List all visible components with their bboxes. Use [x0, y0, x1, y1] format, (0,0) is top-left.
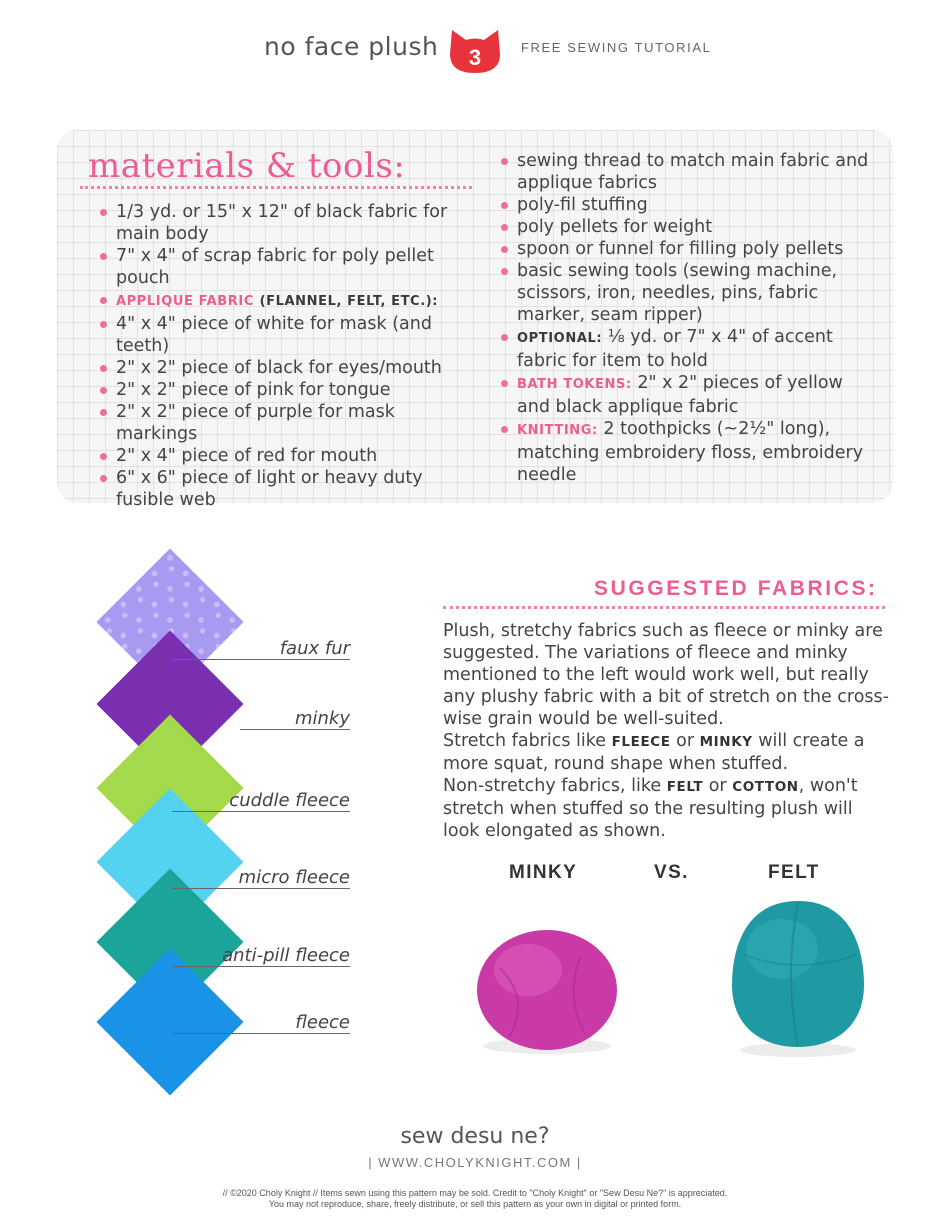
dotted-divider [80, 186, 472, 189]
felt-ball-photo [724, 895, 872, 1060]
brand-name: sew desu ne? [400, 1124, 550, 1149]
list-item: OPTIONAL: ⅛ yd. or 7" x 4" of accent fabric for item to hold [499, 326, 874, 372]
list-item: 2" x 2" piece of pink for tongue [98, 379, 458, 401]
list-item: 7" x 4" of scrap fabric for poly pellet pouch [98, 245, 458, 289]
felt-label: FELT [768, 862, 820, 883]
label-leader-line [172, 888, 350, 889]
suggested-fabrics-text [443, 620, 893, 842]
legal-notice: // ©2020 Choly Knight // Items sewn using this pattern may be sold. Credit to "Choly Knight" or "Sew Desu Ne?" is appreciated. You may not reproduce, share, freely distribute, or sell this pattern as your own in digital or printed form. [222, 1188, 728, 1209]
materials-list-right [499, 150, 874, 486]
list-item: 1/3 yd. or 15" x 12" of black fabric for main body [98, 201, 458, 245]
fabric-label: fleece [295, 1012, 350, 1033]
list-item: sewing thread to match main fabric and applique fabrics [499, 150, 874, 194]
fabric-label: faux fur [279, 638, 350, 659]
label-leader-line [240, 729, 350, 730]
list-item: basic sewing tools (sewing machine, scissors, iron, needles, pins, fabric marker, seam ripper) [499, 260, 874, 326]
website-link[interactable]: | WWW.CHOLYKNIGHT.COM | [368, 1155, 582, 1170]
document-subtitle: FREE SEWING TUTORIAL [521, 40, 712, 55]
dotted-divider [443, 606, 885, 609]
page-number-badge [446, 26, 504, 76]
label-leader-line [172, 811, 350, 812]
label-leader-line [172, 659, 350, 660]
list-item: APPLIQUE FABRIC (FLANNEL, FELT, ETC.): [98, 289, 458, 313]
paragraph: Stretch fabrics like FLEECE or MINKY will create a more squat, round shape when stuffed. [443, 731, 865, 774]
label-leader-line [172, 966, 350, 967]
cat-head-icon [446, 26, 504, 76]
fabric-label: anti-pill fleece [222, 945, 350, 966]
materials-heading: materials & tools: [88, 146, 406, 186]
list-item: spoon or funnel for filling poly pellets [499, 238, 874, 260]
suggested-fabrics-heading: SUGGESTED FABRICS: [594, 577, 878, 600]
list-item: 4" x 4" piece of white for mask (and teeth) [98, 313, 458, 357]
fabric-label: micro fleece [238, 867, 350, 888]
materials-list-left [98, 201, 458, 511]
list-item: 2" x 2" piece of black for eyes/mouth [98, 357, 458, 379]
label-leader-line [172, 1033, 350, 1034]
list-item: BATH TOKENS: 2" x 2" pieces of yellow and black applique fabric [499, 372, 874, 418]
paragraph: Non-stretchy fabrics, like FELT or COTTON, won't stretch when stuffed so the resulting plush will look elongated as shown. [443, 776, 858, 841]
list-item: poly-fil stuffing [499, 194, 874, 216]
paragraph: Plush, stretchy fabrics such as fleece or minky are suggested. The variations of fleece and minky mentioned to the left would work well, but really any plushy fabric with a bit of stretch on the cross-wise grain would be well-suited. [443, 621, 889, 729]
document-title: no face plush [264, 32, 439, 61]
list-item: poly pellets for weight [499, 216, 874, 238]
list-item: 2" x 2" piece of purple for mask markings [98, 401, 458, 445]
list-item: 6" x 6" piece of light or heavy duty fusible web [98, 467, 458, 511]
minky-ball-photo [470, 918, 620, 1058]
list-item: 2" x 4" piece of red for mouth [98, 445, 458, 467]
minky-label: MINKY [509, 862, 578, 883]
page-number: 3 [468, 45, 482, 70]
fabric-label: minky [294, 708, 350, 729]
vs-label: VS. [654, 862, 689, 883]
fabric-label: cuddle fleece [229, 790, 350, 811]
list-item: KNITTING: 2 toothpicks (~2½" long), matching embroidery floss, embroidery needle [499, 418, 874, 486]
